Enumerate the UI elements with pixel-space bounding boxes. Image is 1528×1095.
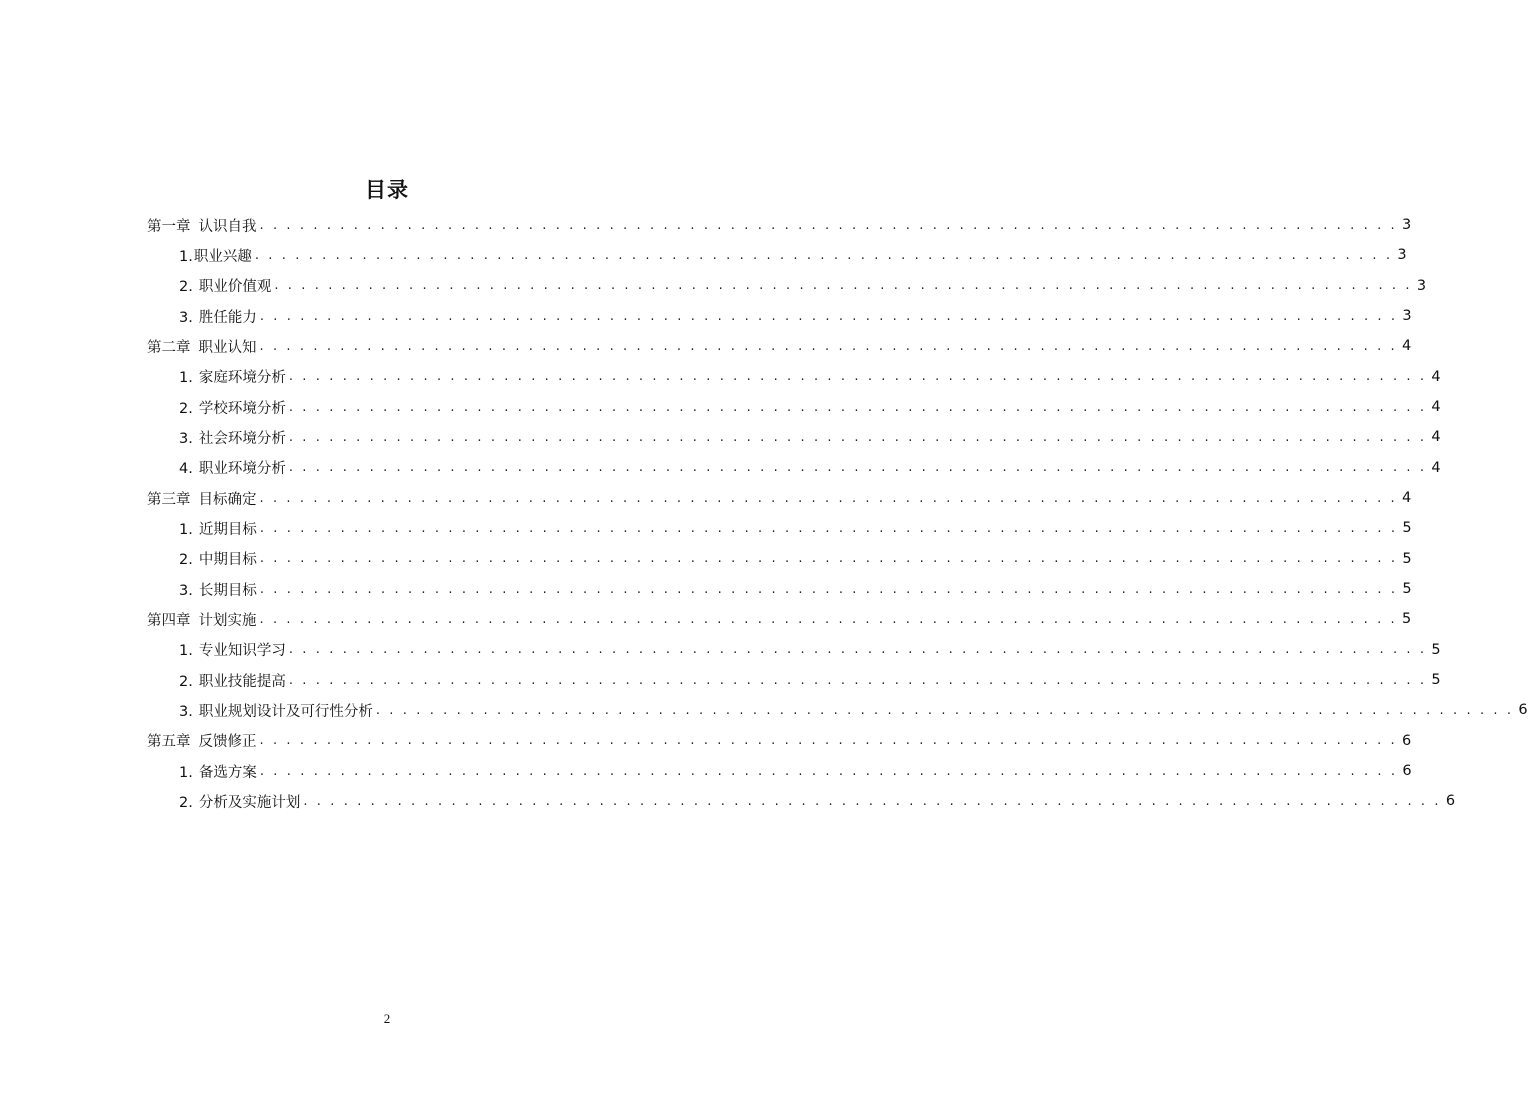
toc-entry-page: 4 xyxy=(1431,368,1441,385)
toc-entry-text: 分析及实施计划 xyxy=(198,794,301,811)
toc-entry-label xyxy=(179,518,260,539)
toc-entry-label xyxy=(147,336,260,357)
toc-entry-page: 4 xyxy=(1431,399,1441,416)
toc-section-entry[interactable] xyxy=(147,544,1412,574)
toc-entry-label xyxy=(179,791,303,812)
toc-entry-page: 6 xyxy=(1445,793,1456,810)
toc-entry-number: 第五章 xyxy=(147,734,191,751)
toc-section-entry[interactable] xyxy=(147,665,1441,695)
toc-section-entry[interactable] xyxy=(147,240,1407,270)
toc-entry-number: 3. xyxy=(179,703,193,720)
toc-entry-page: 6 xyxy=(1518,702,1528,719)
toc-entry-number: 3. xyxy=(179,582,193,599)
toc-entry-number: 1. xyxy=(179,248,193,265)
toc-entry-page: 3 xyxy=(1416,277,1427,294)
toc-dot-leader: . . . . . . . . . . . . . . . . . . . . . . . . . . . . . . . . . . . . . . . . . . . . . . . . . . . . . . . . . . . . . . . . . . . . . . . . . . . . . . . . . . . . . xyxy=(288,369,1427,385)
toc-entry-text: 职业兴趣 xyxy=(193,248,252,265)
toc-dot-leader: . . . . . . . . . . . . . . . . . . . . . . . . . . . . . . . . . . . . . . . . . . . . . . . . . . . . . . . . . . . . . . . . . . . . . . . . . . . . . . . . . . . . . xyxy=(259,611,1398,627)
toc-entry-page: 6 xyxy=(1402,763,1412,780)
toc-dot-leader: . . . . . . . . . . . . . . . . . . . . . . . . . . . . . . . . . . . . . . . . . . . . . . . . . . . . . . . . . . . . . . . . . . . . . . . . . . . . . . . . . . . . . xyxy=(259,551,1398,567)
toc-entry-number: 第一章 xyxy=(147,218,191,235)
toc-entry-label xyxy=(179,700,376,721)
toc-entry-text: 家庭环境分析 xyxy=(198,370,286,387)
toc-entry-text: 目标确定 xyxy=(198,491,257,508)
toc-entry-page: 5 xyxy=(1431,672,1441,689)
toc-dot-leader: . . . . . . . . . . . . . . . . . . . . . . . . . . . . . . . . . . . . . . . . . . . . . . . . . . . . . . . . . . . . . . . . . . . . . . . . . . . . . . . . . . . . . xyxy=(254,247,1393,263)
toc-entry-text: 反馈修正 xyxy=(198,734,257,751)
toc-title: 目录 xyxy=(365,178,409,202)
toc-dot-leader: . . . . . . . . . . . . . . . . . . . . . . . . . . . . . . . . . . . . . . . . . . . . . . . . . . . . . . . . . . . . . . . . . . . . . . . . . . . . . . . . . . . . . xyxy=(288,460,1427,476)
toc-entry-page: 5 xyxy=(1402,520,1412,537)
toc-entry-label xyxy=(179,427,289,448)
toc-entry-page: 6 xyxy=(1402,732,1412,749)
toc-chapter-entry[interactable] xyxy=(147,210,1412,240)
toc-entry-page: 4 xyxy=(1402,338,1412,355)
toc-entry-number: 2. xyxy=(179,400,193,417)
toc-entry-label xyxy=(147,488,260,509)
toc-entry-number: 1. xyxy=(179,370,193,387)
toc-entry-label xyxy=(179,275,274,296)
toc-entry-page: 5 xyxy=(1402,611,1412,628)
toc-dot-leader: . . . . . . . . . . . . . . . . . . . . . . . . . . . . . . . . . . . . . . . . . . . . . . . . . . . . . . . . . . . . . . . . . . . . . . . . . . . . . . . . . . . . . xyxy=(259,520,1398,536)
toc-entry-text: 社会环境分析 xyxy=(198,430,286,447)
toc-chapter-entry[interactable] xyxy=(147,483,1412,513)
toc-dot-leader: . . . . . . . . . . . . . . . . . . . . . . . . . . . . . . . . . . . . . . . . . . . . . . . . . . . . . . . . . . . . . . . . . . . . . . . . . . . . . . . . . . . . . xyxy=(274,278,1413,294)
toc-dot-leader: . . . . . . . . . . . . . . . . . . . . . . . . . . . . . . . . . . . . . . . . . . . . . . . . . . . . . . . . . . . . . . . . . . . . . . . . . . . . . . . . . . . . . xyxy=(259,763,1398,779)
toc-entry-page: 3 xyxy=(1397,247,1407,264)
toc-dot-leader: . . . . . . . . . . . . . . . . . . . . . . . . . . . . . . . . . . . . . . . . . . . . . . . . . . . . . . . . . . . . . . . . . . . . . . . . . . . . . . . . . . . . . xyxy=(259,217,1398,233)
toc-dot-leader: . . . . . . . . . . . . . . . . . . . . . . . . . . . . . . . . . . . . . . . . . . . . . . . . . . . . . . . . . . . . . . . . . . . . . . . . . . . . . . . . . . . . . xyxy=(259,338,1398,354)
toc-dot-leader: . . . . . . . . . . . . . . . . . . . . . . . . . . . . . . . . . . . . . . . . . . . . . . . . . . . . . . . . . . . . . . . . . . . . . . . . . . . . . . . . . . . . . xyxy=(288,429,1427,445)
toc-section-entry[interactable] xyxy=(147,362,1441,392)
toc-entry-text: 职业价值观 xyxy=(198,279,272,296)
toc-entry-text: 计划实施 xyxy=(198,612,257,629)
toc-entry-label xyxy=(147,609,260,630)
toc-section-entry[interactable] xyxy=(147,453,1441,483)
toc-dot-leader: . . . . . . . . . . . . . . . . . . . . . . . . . . . . . . . . . . . . . . . . . . . . . . . . . . . . . . . . . . . . . . . . . . . . . . . . . . . . . . . . . . . . . xyxy=(259,308,1398,324)
toc-list xyxy=(147,210,1528,817)
toc-entry-text: 胜任能力 xyxy=(198,309,257,326)
toc-entry-label xyxy=(147,215,260,236)
toc-section-entry[interactable] xyxy=(147,271,1427,301)
toc-entry-number: 4. xyxy=(179,461,193,478)
toc-entry-number: 2. xyxy=(179,552,193,569)
toc-section-entry[interactable] xyxy=(147,422,1441,452)
toc-chapter-entry[interactable] xyxy=(147,604,1412,634)
toc-entry-label xyxy=(179,457,289,478)
toc-dot-leader: . . . . . . . . . . . . . . . . . . . . . . . . . . . . . . . . . . . . . . . . . . . . . . . . . . . . . . . . . . . . . . . . . . . . . . . . . . . . . . . . . . . . . xyxy=(259,490,1398,506)
page-number: 2 xyxy=(383,1011,391,1026)
toc-entry-page: 4 xyxy=(1402,490,1412,507)
toc-entry-label xyxy=(179,366,289,387)
toc-section-entry[interactable] xyxy=(147,513,1412,543)
toc-entry-text: 职业技能提高 xyxy=(198,673,286,690)
toc-entry-text: 备选方案 xyxy=(198,764,257,781)
toc-entry-text: 长期目标 xyxy=(198,582,257,599)
toc-dot-leader: . . . . . . . . . . . . . . . . . . . . . . . . . . . . . . . . . . . . . . . . . . . . . . . . . . . . . . . . . . . . . . . . . . . . . . . . . . . . . . . . . . . . . xyxy=(288,642,1427,658)
toc-dot-leader: . . . . . . . . . . . . . . . . . . . . . . . . . . . . . . . . . . . . . . . . . . . . . . . . . . . . . . . . . . . . . . . . . . . . . . . . . . . . . . . . . . . . . xyxy=(375,702,1514,718)
toc-entry-number: 2. xyxy=(179,794,193,811)
toc-entry-number: 1. xyxy=(179,643,193,660)
toc-entry-number: 第二章 xyxy=(147,339,191,356)
toc-entry-page: 5 xyxy=(1431,641,1441,658)
toc-entry-label xyxy=(179,670,289,691)
toc-entry-page: 3 xyxy=(1402,308,1412,325)
toc-entry-label xyxy=(147,730,260,751)
toc-section-entry[interactable] xyxy=(147,695,1528,725)
toc-chapter-entry[interactable] xyxy=(147,726,1412,756)
toc-entry-label xyxy=(179,579,260,600)
toc-entry-label xyxy=(179,306,260,327)
toc-entry-number: 2. xyxy=(179,673,193,690)
toc-entry-page: 4 xyxy=(1431,429,1441,446)
toc-entry-text: 职业环境分析 xyxy=(198,461,286,478)
toc-entry-text: 学校环境分析 xyxy=(198,400,286,417)
toc-entry-label xyxy=(179,639,289,660)
toc-entry-number: 1. xyxy=(179,521,193,538)
toc-entry-number: 第四章 xyxy=(147,612,191,629)
toc-entry-text: 职业规划设计及可行性分析 xyxy=(198,703,373,720)
toc-entry-label xyxy=(179,548,260,569)
toc-section-entry[interactable] xyxy=(147,756,1412,786)
toc-dot-leader: . . . . . . . . . . . . . . . . . . . . . . . . . . . . . . . . . . . . . . . . . . . . . . . . . . . . . . . . . . . . . . . . . . . . . . . . . . . . . . . . . . . . . xyxy=(288,399,1427,415)
toc-entry-number: 2. xyxy=(179,279,193,296)
toc-entry-number: 3. xyxy=(179,309,193,326)
toc-entry-number: 3. xyxy=(179,430,193,447)
toc-entry-number: 1. xyxy=(179,764,193,781)
toc-dot-leader: . . . . . . . . . . . . . . . . . . . . . . . . . . . . . . . . . . . . . . . . . . . . . . . . . . . . . . . . . . . . . . . . . . . . . . . . . . . . . . . . . . . . . xyxy=(303,793,1442,809)
toc-entry-label xyxy=(179,245,255,266)
toc-entry-label xyxy=(179,761,260,782)
toc-entry-page: 5 xyxy=(1402,581,1412,598)
toc-section-entry[interactable] xyxy=(147,301,1412,331)
toc-entry-page: 4 xyxy=(1431,459,1441,476)
toc-chapter-entry[interactable] xyxy=(147,331,1412,361)
toc-entry-text: 认识自我 xyxy=(198,218,257,235)
toc-entry-label xyxy=(179,397,289,418)
toc-section-entry[interactable] xyxy=(147,574,1412,604)
toc-entry-page: 3 xyxy=(1402,217,1412,234)
toc-entry-text: 专业知识学习 xyxy=(198,643,286,660)
toc-section-entry[interactable] xyxy=(147,392,1441,422)
toc-entry-text: 中期目标 xyxy=(198,552,257,569)
toc-dot-leader: . . . . . . . . . . . . . . . . . . . . . . . . . . . . . . . . . . . . . . . . . . . . . . . . . . . . . . . . . . . . . . . . . . . . . . . . . . . . . . . . . . . . . xyxy=(259,733,1398,749)
toc-dot-leader: . . . . . . . . . . . . . . . . . . . . . . . . . . . . . . . . . . . . . . . . . . . . . . . . . . . . . . . . . . . . . . . . . . . . . . . . . . . . . . . . . . . . . xyxy=(288,672,1427,688)
toc-dot-leader: . . . . . . . . . . . . . . . . . . . . . . . . . . . . . . . . . . . . . . . . . . . . . . . . . . . . . . . . . . . . . . . . . . . . . . . . . . . . . . . . . . . . . xyxy=(259,581,1398,597)
toc-entry-text: 近期目标 xyxy=(198,521,257,538)
toc-entry-number: 第三章 xyxy=(147,491,191,508)
toc-section-entry[interactable] xyxy=(147,786,1456,816)
toc-entry-text: 职业认知 xyxy=(198,339,257,356)
toc-entry-page: 5 xyxy=(1402,550,1412,567)
toc-section-entry[interactable] xyxy=(147,635,1441,665)
